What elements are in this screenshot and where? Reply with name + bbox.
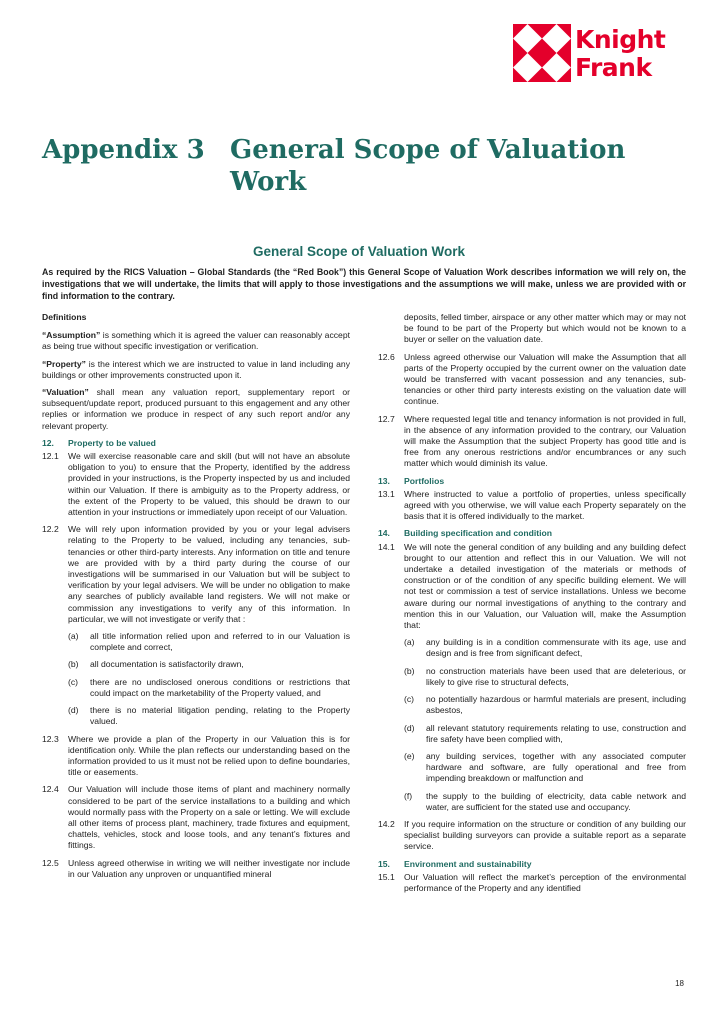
clause-text: Our Valuation will reflect the market’s perception of the environmental performance of the Property and any identified: [404, 871, 686, 893]
right-column: [378, 312, 686, 900]
appendix-title: General Scope of Valuation Work: [230, 135, 626, 197]
clause-text: Where instructed to value a portfolio of properties, unless specifically agreed with you otherwise, we will value each Property separately on the basis that it is offered individually to the market.: [404, 488, 686, 522]
clause-12-2-d: [68, 705, 350, 727]
clause-number: 12.2: [42, 524, 59, 535]
logo-line-2: Frank: [575, 53, 652, 82]
section-subheading: General Scope of Valuation Work: [252, 244, 466, 259]
clause-number: 12.5: [42, 857, 59, 868]
clause-12-5: [42, 858, 350, 880]
sub-letter: (d): [68, 705, 79, 716]
left-column: [42, 312, 350, 886]
section-14-heading: [378, 528, 686, 539]
clause-text: Unless agreed otherwise our Valuation will make the Assumption that all parts of the Property occupied by the current owner on the valuation date would be transferred with vacant possession and any tenancies, sub-tenancies or other third party interests existing on the valuation date will continue.: [404, 351, 686, 407]
sub-letter: (f): [404, 790, 413, 801]
clause-text: Our Valuation will include those items of plant and machinery normally considered to be part of the service installations to a building and which would normally pass with the Property on a sale or letting. We will exclude all other items of process plant, machinery, trade fixtures and equipment, chattels, vehicles, stock and loose tools, and any tenant’s fixtures and fittings.: [68, 784, 350, 851]
section-title: Property to be valued: [68, 437, 156, 448]
logo-wordmark: [575, 26, 665, 82]
appendix-number: Appendix 3: [42, 135, 205, 165]
clause-text: If you require information on the structure or condition of any building our specialist building surveyors can provide a suitable report as a separate service.: [404, 818, 686, 852]
sub-letter: (a): [68, 631, 79, 642]
clause-number: 12.6: [378, 351, 395, 362]
clause-number: 15.1: [378, 871, 395, 882]
clause-15-1: [378, 872, 686, 894]
sub-text: the supply to the building of electricity, data cable network and water, are sufficient for the stated use and occupancy.: [426, 790, 686, 812]
definition-valuation: [42, 387, 350, 432]
section-number: 12.: [42, 437, 54, 448]
clause-12-2: [42, 524, 350, 625]
clause-12-5-continued: deposits, felled timber, airspace or any other matter which may or may not be found to be part of the Property but which would not be known to a buyer or seller on the valuation date.: [404, 312, 686, 345]
knight-frank-logo: [513, 24, 688, 94]
section-title: Building specification and condition: [404, 528, 553, 539]
clause-text: Where requested legal title and tenancy information is not provided in full, in the absence of any information provided to the contrary, our Valuation will make the Assumption that the subject Property has good title and is free from any onerous restrictions and/or encumbrances or any such matter which would diminish its value.: [404, 413, 686, 469]
clause-12-4: [42, 784, 350, 851]
clause-12-3: [42, 734, 350, 779]
section-number: 15.: [378, 858, 390, 869]
clause-12-2-c: [68, 677, 350, 699]
sub-letter: (a): [404, 637, 415, 648]
definition-assumption: [42, 330, 350, 352]
clause-14-2: [378, 819, 686, 853]
clause-number: 12.7: [378, 413, 395, 424]
clause-14-1-d: [404, 723, 686, 745]
clause-14-1-e: [404, 751, 686, 785]
intro-paragraph: As required by the RICS Valuation – Global Standards (the “Red Book”) this General Scope of Valuation Work describes information we will rely on, the investigations that we will undertake, the limits that will apply to those investigations and the assumptions we will make, unless we are provided with or find information to the contrary.: [42, 267, 686, 301]
sub-text: no construction materials have been used that are deleterious, or likely to give rise to structural defects,: [426, 665, 686, 687]
clause-12-2-b: [68, 659, 350, 670]
clause-number: 13.1: [378, 488, 395, 499]
sub-text: all documentation is satisfactorily drawn,: [90, 659, 244, 670]
clause-text: We will note the general condition of any building and any building defect brought to our attention and reflect this in our Valuation. We will not undertake a detailed investigation of the materials or methods of construction or of the condition of any specific building element. We will not test or commission a test of service installations. Unless we become aware during our normal investigations of anything to the contrary and mention this in our Valuation, our Valuation will, make the Assumption that:: [404, 541, 686, 631]
clause-13-1: [378, 489, 686, 523]
section-15-heading: [378, 859, 686, 870]
definitions-heading: Definitions: [42, 312, 87, 322]
clause-text: We will exercise reasonable care and skill (but will not have an absolute obligation to you) to ensure that the Property, identified by the address provided in your instructions, is the Property inspected by us and included within our Valuation. If there is ambiguity as to the Property address, or the extent of the Property to be valued, this should be drawn to our attention in your instructions or immediately upon receipt of our Valuation.: [68, 451, 350, 518]
clause-14-1-c: [404, 694, 686, 716]
clause-number: 12.1: [42, 451, 59, 462]
clause-14-1-a: [404, 637, 686, 659]
clause-text: Unless agreed otherwise in writing we will neither investigate nor include in our Valuation any unproven or unquantified mineral: [68, 857, 350, 879]
term: “Valuation”: [42, 387, 89, 398]
definition-text: shall mean any valuation report, supplementary report or subsequent/update report, produced pursuant to this engagement and any other replies or information we produce in respect of any such report and/or any relevant property.: [42, 387, 350, 431]
clause-14-1-f: [404, 791, 686, 813]
section-12-heading: [42, 438, 350, 449]
sub-text: all relevant statutory requirements relating to use, construction and fire safety have been complied with,: [426, 722, 686, 744]
clause-number: 14.1: [378, 541, 395, 552]
clause-12-1: [42, 451, 350, 518]
sub-text: all title information relied upon and referred to in our Valuation is complete and correct,: [90, 631, 350, 653]
sub-text: there is no material litigation pending, relating to the Property valued.: [90, 705, 350, 727]
clause-12-6: [378, 352, 686, 408]
clause-text: Where we provide a plan of the Property in our Valuation this is for identification only. While the plan reflects our understanding based on the information provided to us it must not be relied upon to define boundaries, title or easements.: [68, 733, 350, 778]
definition-property: [42, 359, 350, 381]
clause-14-1-b: [404, 666, 686, 688]
logo-line-1: Knight: [575, 25, 666, 54]
clause-number: 12.4: [42, 784, 59, 795]
sub-text: there are no undisclosed onerous conditions or restrictions that could impact on the marketability of the Property valued, and: [90, 676, 350, 698]
sub-letter: (d): [404, 722, 415, 733]
sub-text: no potentially hazardous or harmful materials are present, including asbestos,: [426, 694, 686, 716]
logo-mark-icon: [513, 24, 571, 82]
section-13-heading: [378, 476, 686, 487]
clause-12-2-a: [68, 631, 350, 653]
section-number: 14.: [378, 528, 390, 539]
section-number: 13.: [378, 475, 390, 486]
term: “Property”: [42, 358, 86, 369]
clause-number: 12.3: [42, 733, 59, 744]
term: “Assumption”: [42, 330, 101, 341]
section-title: Environment and sustainability: [404, 858, 532, 869]
definition-text: is something which it is agreed the valuer can reasonably accept as being true without specific investigation or verification.: [42, 330, 350, 352]
clause-14-1: [378, 542, 686, 632]
sub-letter: (c): [404, 694, 415, 705]
page-number: 18: [675, 979, 684, 988]
sub-letter: (e): [404, 750, 415, 761]
sub-text: any building services, together with any associated computer hardware and software, are fully operational and free from impending breakdown or malfunction and: [426, 750, 686, 784]
sub-letter: (b): [404, 665, 415, 676]
sub-text: any building is in a condition commensurate with its age, use and design and is free from significant defect,: [426, 637, 686, 659]
sub-letter: (c): [68, 676, 79, 687]
clause-12-7: [378, 414, 686, 470]
definition-text: is the interest which we are instructed to value in land including any buildings or other improvements constructed upon it.: [42, 358, 350, 380]
sub-letter: (b): [68, 659, 79, 670]
clause-number: 14.2: [378, 818, 395, 829]
clause-text: We will rely upon information provided by you or your legal advisers relating to the Property to be valued, including any tenancies, sub-tenancies or other third-party interests. Any information on title and tenure we are provided with by a third party during the course of our investigations will be summarised in our Valuation but will be subject to verification by your legal advisers. We will be under no obligation to make any searches of publicly available land registers. We will not make or commission any investigations to verify any of this information. In particular, we will not investigate or verify that :: [68, 524, 350, 624]
section-title: Portfolios: [404, 475, 445, 486]
